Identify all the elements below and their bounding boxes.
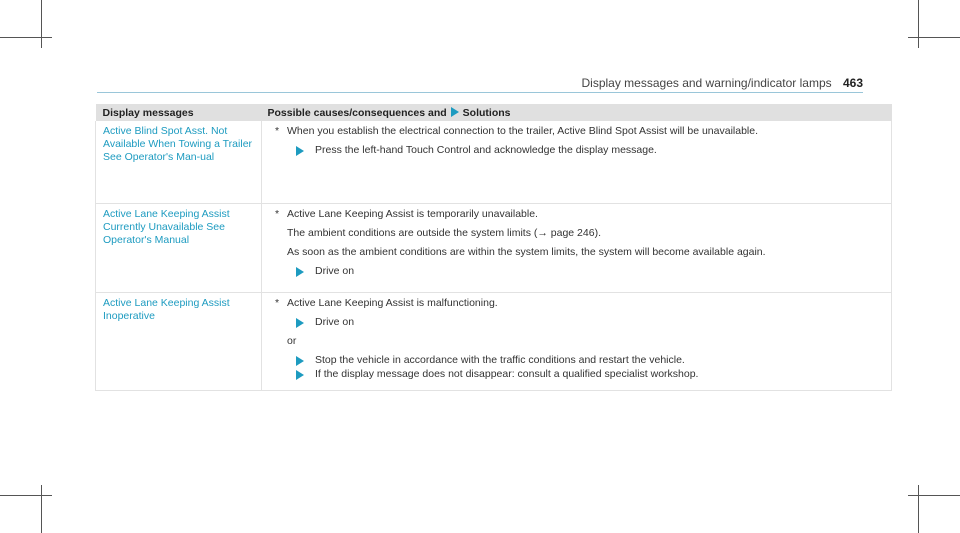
step-arrow-icon xyxy=(296,146,304,156)
solution-step xyxy=(275,354,885,367)
solution-step xyxy=(275,316,885,329)
step-text: Stop the vehicle in accordance with the traffic conditions and restart the vehicle. xyxy=(315,353,685,366)
step-arrow-icon xyxy=(296,267,304,277)
step-arrow-icon xyxy=(296,370,304,380)
cause-line xyxy=(275,125,885,138)
col-header-causes-text: Possible causes/consequences and xyxy=(267,106,447,119)
solution-step xyxy=(275,144,885,157)
table-row xyxy=(96,203,892,292)
star-marker: * xyxy=(275,125,280,137)
cause-text: Active Lane Keeping Assist is malfunctioning. xyxy=(287,296,498,309)
crop-mark xyxy=(41,485,42,533)
running-header xyxy=(582,76,864,90)
table-header-row xyxy=(96,104,892,121)
or-label: or xyxy=(287,334,297,347)
display-messages-table xyxy=(95,104,892,391)
message-text: Active Lane Keeping Assist Currently Unavailable See Operator's Manual xyxy=(96,203,262,292)
crop-mark xyxy=(918,0,919,48)
crop-mark xyxy=(918,485,919,533)
solution-step xyxy=(275,265,885,278)
crop-mark xyxy=(41,0,42,48)
crop-mark xyxy=(908,495,960,496)
cause-cell xyxy=(262,203,892,292)
step-text: Drive on xyxy=(315,315,355,328)
table-row xyxy=(96,292,892,390)
crop-mark xyxy=(0,495,52,496)
step-arrow-icon xyxy=(296,356,304,366)
col-header-causes xyxy=(262,104,892,121)
step-text: If the display message does not disappear: consult a qualified specialist workshop. xyxy=(315,367,699,380)
message-text: Active Blind Spot Asst. Not Available When Towing a Trailer See Operator's Man-ual xyxy=(96,121,262,203)
section-title: Display messages and warning/indicator lamps xyxy=(581,76,832,90)
cause-cell xyxy=(262,292,892,390)
header-rule xyxy=(97,92,863,93)
step-text: Press the left-hand Touch Control and acknowledge the display message. xyxy=(315,144,657,156)
table-row xyxy=(96,121,892,203)
star-marker: * xyxy=(275,207,280,220)
message-text: Active Lane Keeping Assist Inoperative xyxy=(96,292,262,390)
solution-step xyxy=(275,368,885,381)
col-header-messages: Display messages xyxy=(96,104,262,121)
page-number: 463 xyxy=(842,76,863,90)
solution-arrow-icon xyxy=(451,107,459,117)
col-header-solutions-text: Solutions xyxy=(462,106,511,119)
star-marker: * xyxy=(275,296,280,309)
step-text: Drive on xyxy=(315,264,355,277)
crop-mark xyxy=(0,37,52,38)
cause-cell xyxy=(262,121,892,203)
cause-text: Active Lane Keeping Assist is temporarily unavailable. xyxy=(287,207,538,220)
cause-text: When you establish the electrical connection to the trailer, Active Blind Spot Assist will be unavailable. xyxy=(287,125,759,137)
step-arrow-icon xyxy=(296,318,304,328)
note-text: As soon as the ambient conditions are within the system limits, the system will become available again. xyxy=(287,245,766,258)
cause-line xyxy=(275,208,885,221)
note-text: The ambient conditions are outside the system limits (→ page 246). xyxy=(287,226,601,239)
cause-line xyxy=(275,297,885,310)
crop-mark xyxy=(908,37,960,38)
